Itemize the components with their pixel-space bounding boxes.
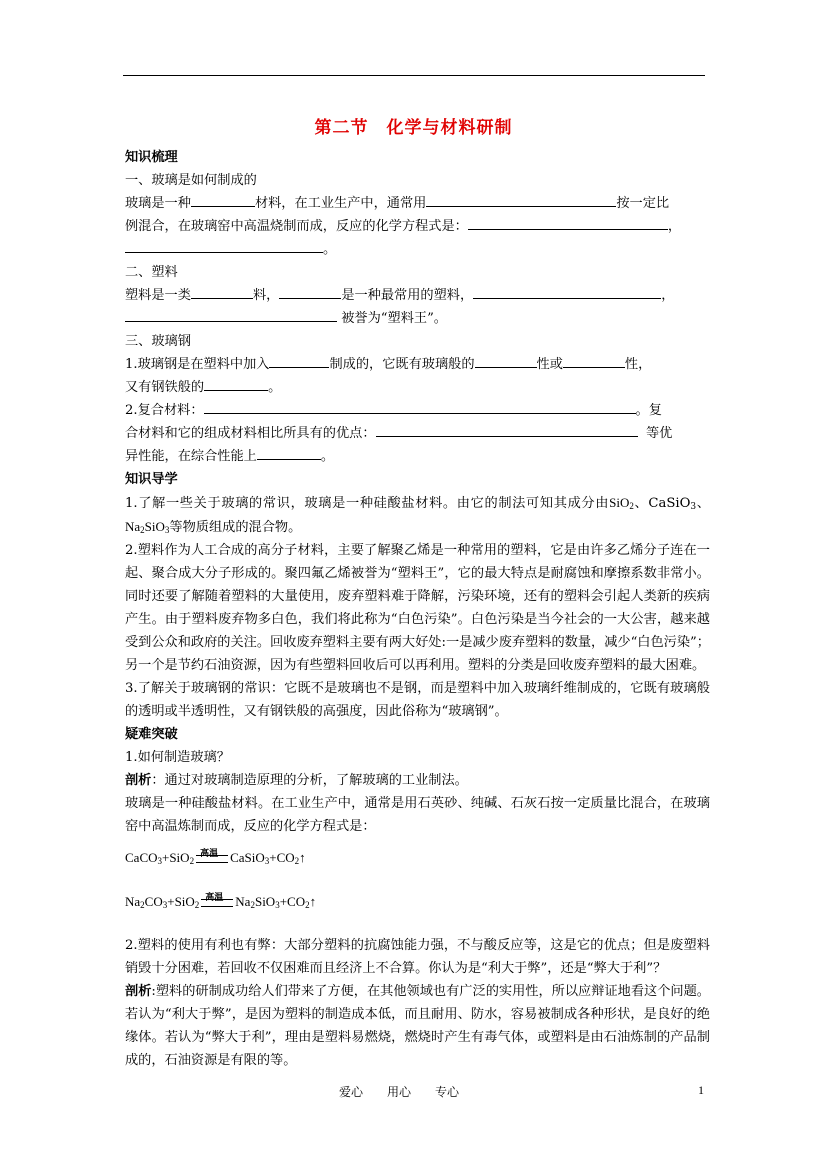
paragraph: 1.了解一些关于玻璃的常识，玻璃是一种硅酸盐材料。由它的制法可知其成分由SiO$_2$、CaSiO$_3$、$Na_2SiO_3$等物质组成的混合物。	[125, 495, 710, 535]
fill-in-line: 玻璃是一种 材料，在工业生产中，通常用 按一定比	[125, 192, 710, 215]
section-heading: 知识导学	[125, 472, 178, 487]
answer-blank[interactable]	[125, 238, 323, 253]
page-number: 1	[698, 1083, 704, 1097]
answer-blank[interactable]	[468, 215, 668, 230]
paragraph: 剖析:塑料的研制成功给人们带来了方便，在其他领域也有广泛的实用性，所以应辩证地看这个问题。若认为“利大于弊”，是因为塑料的制造成本低，而且耐用、防水，容易被制成各种形状，是良好的绝缘体。若认为“弊大于利”，理由是塑料易燃烧，燃烧时产生有毒气体，或塑料是由石油炼制的产品制成的，石油资源是有限的等。	[125, 984, 710, 1068]
answer-blank[interactable]	[475, 353, 537, 368]
fill-in-line: 异性能，在综合性能上 。	[125, 445, 710, 468]
paragraph: 2.塑料作为人工合成的高分子材料，主要了解聚乙烯是一种常用的塑料，它是由许多乙烯分子连在一起、聚合成大分子形成的。聚四氟乙烯被誉为“塑料王”，它的最大特点是耐腐蚀和摩擦系数非常小。同时还要了解随着塑料的大量使用，废弃塑料难于降解，污染环境，还有的塑料会引起人类新的疾病产生。由于塑料废弃物多白色，我们将此称为“白色污染”。白色污染是当今社会的一大公害，越来越受到公众和政府的关注。回收废弃塑料主要有两大好处:一是减少废弃塑料的数量，减少“白色污染”；另一个是节约石油资源，因为有些塑料回收后可以再利用。塑料的分类是回收废弃塑料的最大困难。	[125, 543, 710, 673]
answer-blank[interactable]	[376, 422, 638, 437]
answer-blank[interactable]	[191, 284, 253, 299]
page-title: 第二节 化学与材料研制	[314, 118, 513, 138]
answer-blank[interactable]	[473, 284, 661, 299]
header-rule	[123, 75, 705, 76]
paragraph: 2.塑料的使用有利也有弊：大部分塑料的抗腐蚀能力强，不与酸反应等，这是它的优点；但是废塑料销毁十分困难，若回收不仅困难而且经济上不合算。你认为是“利大于弊”，还是“弊大于利”？	[125, 938, 710, 976]
chemical-equation: $Na_2CO_3+SiO_2$ 高温 $Na_2SiO_3+CO_2↑$	[125, 892, 317, 910]
fill-in-line: 。	[125, 238, 710, 261]
paragraph: 3.了解关于玻璃钢的常识：它既不是玻璃也不是钢，而是塑料中加入玻璃纤维制成的，它既有玻璃般的透明或半透明性，又有钢铁般的高强度，因此俗称为“玻璃钢”。	[125, 681, 710, 719]
answer-blank[interactable]	[191, 192, 255, 207]
answer-blank[interactable]	[204, 399, 636, 414]
answer-blank[interactable]	[125, 307, 337, 322]
fill-in-line: 又有钢铁般的 。	[125, 376, 710, 399]
answer-blank[interactable]	[279, 284, 341, 299]
section-heading: 疑难突破	[125, 727, 178, 742]
footer-slogan: 爱心 用心 专心	[339, 1085, 460, 1099]
analysis-line: 剖析：通过对玻璃制造原理的分析，了解玻璃的工业制法。	[125, 773, 468, 788]
fill-in-line: 被誉为“塑料王”。	[125, 307, 710, 330]
reaction-arrow: 高温	[196, 855, 228, 863]
answer-blank[interactable]	[204, 376, 268, 391]
document-body	[125, 146, 710, 1072]
answer-blank[interactable]	[269, 353, 329, 368]
paragraph: 玻璃是一种硅酸盐材料。在工业生产中，通常是用石英砂、纯碱、石灰石按一定质量比混合，在玻璃窑中高温炼制而成，反应的化学方程式是：	[125, 796, 710, 834]
subsection-title: 一、玻璃是如何制成的	[125, 173, 257, 188]
fill-in-line: 例混合，在玻璃窑中高温烧制而成，反应的化学方程式是： ，	[125, 215, 710, 238]
subsection-title: 二、塑料	[125, 265, 178, 280]
question: 1.如何制造玻璃？	[125, 750, 230, 765]
chemical-equation: CaCO$_3$+SiO$_2$ 高温 $CaSiO_3+CO_2↑$	[125, 848, 306, 866]
answer-blank[interactable]	[426, 192, 616, 207]
answer-blank[interactable]	[257, 445, 321, 460]
answer-blank[interactable]	[563, 353, 625, 368]
reaction-arrow: 高温	[201, 899, 233, 907]
section-heading: 知识梳理	[125, 150, 178, 165]
fill-in-line: 1.玻璃钢是在塑料中加入 制成的，它既有玻璃般的 性或 性，	[125, 353, 710, 376]
fill-in-line: 合材料和它的组成材料相比所具有的优点： 等优	[125, 422, 710, 445]
fill-in-line: 2.复合材料： 。复	[125, 399, 710, 422]
subsection-title: 三、玻璃钢	[125, 334, 191, 349]
fill-in-line: 塑料是一类 料， 是一种最常用的塑料， ，	[125, 284, 710, 307]
